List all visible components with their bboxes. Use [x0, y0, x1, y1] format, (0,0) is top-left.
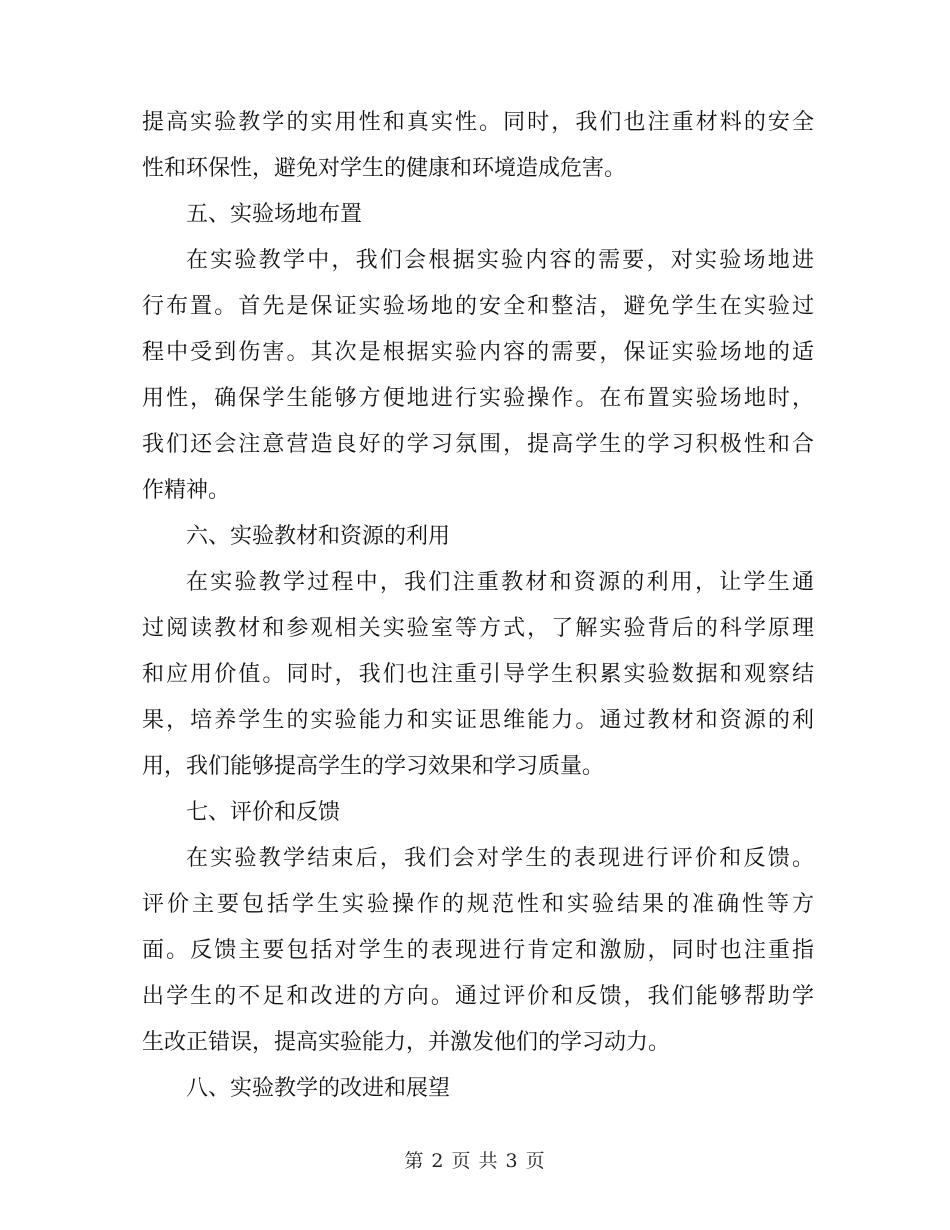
paragraph-line: 我们还会注意营造良好的学习氛围，提高学生的学习积极性和合 — [142, 432, 814, 457]
section-heading: 五、实验场地布置 — [186, 202, 363, 227]
paragraph-line: 在实验教学中，我们会根据实验内容的需要，对实验场地进 — [186, 248, 814, 273]
paragraph-line: 生改正错误，提高实验能力，并激发他们的学习动力。 — [142, 1030, 671, 1055]
page-footer: 第 2 页 共 3 页 — [404, 1150, 546, 1172]
paragraph-line: 出学生的不足和改进的方向。通过评价和反馈，我们能够帮助学 — [142, 984, 814, 1009]
paragraph-line: 评价主要包括学生实验操作的规范性和实验结果的准确性等方 — [142, 892, 814, 917]
section-heading: 七、评价和反馈 — [186, 800, 341, 825]
section-heading: 六、实验教材和资源的利用 — [186, 524, 451, 549]
paragraph-line: 性和环保性，避免对学生的健康和环境造成危害。 — [142, 156, 627, 181]
paragraph-line: 程中受到伤害。其次是根据实验内容的需要，保证实验场地的适 — [142, 340, 814, 365]
paragraph-line: 过阅读教材和参观相关实验室等方式，了解实验背后的科学原理 — [142, 616, 814, 641]
paragraph-line: 作精神。 — [142, 478, 231, 503]
paragraph-line: 行布置。首先是保证实验场地的安全和整洁，避免学生在实验过 — [142, 294, 814, 319]
document-body — [142, 100, 814, 1112]
paragraph-line: 用性，确保学生能够方便地进行实验操作。在布置实验场地时， — [142, 386, 814, 411]
paragraph-line: 在实验教学结束后，我们会对学生的表现进行评价和反馈。 — [186, 846, 814, 871]
paragraph-line: 在实验教学过程中，我们注重教材和资源的利用，让学生通 — [186, 570, 814, 595]
paragraph-line: 和应用价值。同时，我们也注重引导学生积累实验数据和观察结 — [142, 662, 814, 687]
paragraph-line: 面。反馈主要包括对学生的表现进行肯定和激励，同时也注重指 — [142, 938, 814, 963]
paragraph-line: 果，培养学生的实验能力和实证思维能力。通过教材和资源的利 — [142, 708, 814, 733]
section-heading: 八、实验教学的改进和展望 — [186, 1076, 451, 1101]
paragraph-line: 用，我们能够提高学生的学习效果和学习质量。 — [142, 754, 605, 779]
paragraph-line: 提高实验教学的实用性和真实性。同时，我们也注重材料的安全 — [142, 110, 814, 135]
